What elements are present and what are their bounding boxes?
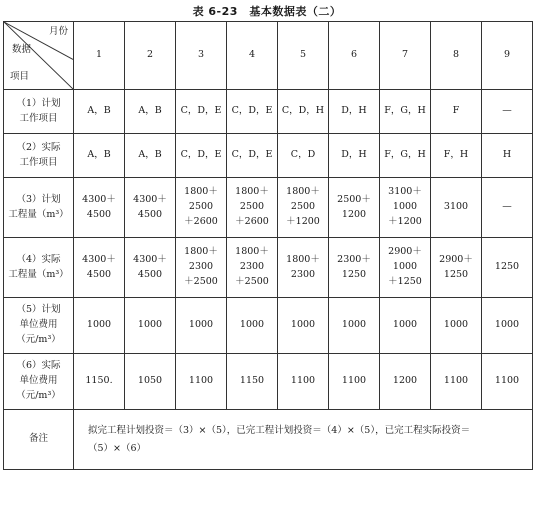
- data-cell-line: 1250: [443, 268, 469, 280]
- data-cell: [380, 298, 431, 354]
- note-row: [4, 410, 533, 470]
- data-cell-line: 4300＋: [133, 193, 167, 205]
- data-cell-line: C，D，H: [281, 105, 325, 117]
- data-cell-line: ＋2600: [184, 215, 218, 227]
- row-label-line: （元/m³）: [16, 389, 61, 401]
- data-cell-line: 1100: [290, 375, 316, 387]
- data-cell-line: 2500: [290, 201, 316, 213]
- data-cell-line: 1800＋: [286, 253, 320, 265]
- data-cell-line: 1100: [494, 375, 520, 387]
- data-cell: [431, 298, 482, 354]
- data-cell-line: 4300＋: [133, 253, 167, 265]
- data-cell-line: 2500＋: [337, 193, 371, 205]
- corner-month-label: 月份: [48, 26, 68, 37]
- data-cell-line: A，B: [87, 149, 111, 161]
- data-cell-line: A，B: [138, 105, 162, 117]
- data-cell: [176, 298, 227, 354]
- data-cell-line: 2900＋: [388, 246, 422, 258]
- table-title: 表 6-23 基本数据表（二）: [192, 5, 342, 18]
- table-row: [4, 298, 533, 354]
- data-cell: [176, 238, 227, 298]
- row-label-line: （元/m³）: [16, 333, 61, 345]
- data-cell: [74, 238, 125, 298]
- data-cell-line: C，D: [290, 149, 316, 161]
- data-cell-line: 2500: [239, 201, 265, 213]
- table-row: [4, 238, 533, 298]
- data-cell: [176, 134, 227, 178]
- row-label-line: 单位费用: [19, 319, 58, 331]
- data-cell: [380, 238, 431, 298]
- data-cell-line: 1000: [392, 319, 418, 331]
- row-label-line: 单位费用: [19, 375, 58, 387]
- data-cell-line: 2500: [188, 201, 214, 213]
- data-cell: [380, 178, 431, 238]
- data-cell: [329, 134, 380, 178]
- row-label-cell: [4, 134, 74, 178]
- month-header-cell: 7: [380, 22, 431, 90]
- data-cell: [482, 298, 533, 354]
- note-text-line: 拟完工程计划投资＝（3）×（5），已完工程计划投资＝（4）×（5），已完工程实际投资＝: [88, 425, 471, 437]
- data-cell: [74, 354, 125, 410]
- row-label-line: （1）计划: [16, 97, 61, 109]
- data-cell-line: 1000: [392, 201, 418, 213]
- data-cell-line: 1100: [443, 375, 469, 387]
- data-cell-line: 1800＋: [184, 186, 218, 198]
- data-cell-line: C，D，E: [180, 105, 222, 117]
- data-cell-line: 2300: [188, 261, 214, 273]
- data-cell: [278, 90, 329, 134]
- data-cell-line: D，H: [341, 149, 367, 161]
- data-cell-line: 1200: [392, 375, 418, 387]
- data-cell-line: 4500: [86, 268, 112, 280]
- note-text-line: （5）×（6）: [88, 442, 147, 454]
- row-label-cell: [4, 354, 74, 410]
- corner-item-label: 项目: [10, 71, 30, 83]
- data-cell-line: 1050: [137, 375, 163, 387]
- data-cell: [482, 354, 533, 410]
- data-cell: [125, 238, 176, 298]
- data-cell-line: 1150: [239, 375, 265, 387]
- table-row: [4, 354, 533, 410]
- data-cell-line: ＋1250: [388, 275, 422, 287]
- data-cell-line: 1200: [341, 208, 367, 220]
- data-cell: [278, 238, 329, 298]
- data-cell-line: 1800＋: [184, 246, 218, 258]
- row-label-line: （4）实际: [16, 253, 61, 265]
- data-cell-line: 3100: [443, 201, 469, 213]
- data-cell-line: 4500: [137, 208, 163, 220]
- data-cell: [329, 238, 380, 298]
- row-label-line: 工作项目: [19, 156, 58, 168]
- data-cell: [74, 90, 125, 134]
- data-cell-line: 1800＋: [235, 246, 269, 258]
- row-label-line: （6）实际: [16, 360, 61, 372]
- data-cell: [329, 298, 380, 354]
- data-cell-line: —: [502, 105, 512, 117]
- row-label-cell: [4, 298, 74, 354]
- data-cell: [227, 178, 278, 238]
- data-cell-line: C，D，E: [180, 149, 222, 161]
- data-cell: [431, 134, 482, 178]
- month-header-cell: 3: [176, 22, 227, 90]
- data-cell-line: D，H: [341, 105, 367, 117]
- basic-data-table: [3, 21, 533, 470]
- data-cell-line: ＋1200: [388, 215, 422, 227]
- data-cell: [278, 354, 329, 410]
- data-cell: [74, 134, 125, 178]
- row-label-line: （5）计划: [16, 304, 61, 316]
- data-cell: [125, 90, 176, 134]
- data-cell: [227, 134, 278, 178]
- data-cell: [482, 238, 533, 298]
- data-cell-line: 4500: [137, 268, 163, 280]
- data-cell-line: 1250: [494, 261, 520, 273]
- note-label-cell: 备注: [4, 410, 74, 470]
- row-label-line: （2）实际: [16, 141, 61, 153]
- data-cell: [176, 178, 227, 238]
- data-cell-line: 2900＋: [439, 253, 473, 265]
- data-cell-line: 1000: [239, 319, 265, 331]
- row-label-line: 工程量（m³）: [8, 268, 69, 280]
- data-cell-line: 1250: [341, 268, 367, 280]
- table-row: [4, 134, 533, 178]
- data-cell-line: 1000: [137, 319, 163, 331]
- data-cell: [227, 298, 278, 354]
- data-cell: [278, 134, 329, 178]
- data-cell-line: ＋2600: [235, 215, 269, 227]
- data-cell: [176, 354, 227, 410]
- corner-data-label: 数据: [12, 44, 32, 55]
- data-cell: [329, 354, 380, 410]
- data-cell-line: A，B: [87, 105, 111, 117]
- table-row: [4, 178, 533, 238]
- data-cell: [227, 238, 278, 298]
- data-cell-line: C，D，E: [231, 149, 273, 161]
- data-cell-line: H: [502, 149, 512, 161]
- data-cell: [431, 238, 482, 298]
- data-cell-line: ＋1200: [286, 215, 320, 227]
- data-cell: [431, 178, 482, 238]
- data-cell: [125, 298, 176, 354]
- month-header-cell: 9: [482, 22, 533, 90]
- data-cell-line: 1100: [188, 375, 214, 387]
- data-cell-line: 1000: [392, 261, 418, 273]
- data-cell: [482, 90, 533, 134]
- data-cell: [125, 354, 176, 410]
- data-cell: [125, 178, 176, 238]
- month-header-cell: 8: [431, 22, 482, 90]
- data-cell-line: F，G，H: [384, 105, 426, 117]
- data-cell-line: 1000: [341, 319, 367, 331]
- data-cell: [278, 298, 329, 354]
- data-cell: [227, 354, 278, 410]
- row-label-cell: [4, 178, 74, 238]
- data-cell-line: 2300＋: [337, 253, 371, 265]
- data-cell-line: 1000: [86, 319, 112, 331]
- data-cell: [380, 90, 431, 134]
- data-cell-line: 1150.: [85, 375, 113, 387]
- data-cell-line: —: [502, 201, 512, 213]
- data-cell-line: 1000: [443, 319, 469, 331]
- data-cell: [380, 354, 431, 410]
- data-cell: [176, 90, 227, 134]
- data-cell-line: 2300: [239, 261, 265, 273]
- data-cell-line: 2300: [290, 268, 316, 280]
- data-cell-line: F: [452, 105, 460, 117]
- month-header-cell: 1: [74, 22, 125, 90]
- data-cell: [74, 178, 125, 238]
- row-label-cell: [4, 238, 74, 298]
- data-cell-line: A，B: [138, 149, 162, 161]
- data-cell: [227, 90, 278, 134]
- month-header-cell: 2: [125, 22, 176, 90]
- data-cell: [431, 354, 482, 410]
- data-cell: [74, 298, 125, 354]
- data-cell-line: 1800＋: [286, 186, 320, 198]
- data-cell: [329, 178, 380, 238]
- data-cell-line: C，D，E: [231, 105, 273, 117]
- corner-header-cell: [4, 22, 74, 90]
- data-cell-line: ＋2500: [235, 275, 269, 287]
- row-label-line: （3）计划: [16, 193, 61, 205]
- table-row: [4, 90, 533, 134]
- data-cell-line: 1100: [341, 375, 367, 387]
- month-header-cell: 4: [227, 22, 278, 90]
- data-cell: [482, 178, 533, 238]
- data-cell: [380, 134, 431, 178]
- data-cell: [278, 178, 329, 238]
- data-cell-line: 1000: [188, 319, 214, 331]
- month-header-cell: 5: [278, 22, 329, 90]
- row-label-line: 工程量（m³）: [8, 208, 69, 220]
- data-cell-line: 1000: [494, 319, 520, 331]
- data-cell-line: 3100＋: [388, 186, 422, 198]
- data-cell-line: 4500: [86, 208, 112, 220]
- data-cell-line: 1000: [290, 319, 316, 331]
- month-header-cell: 6: [329, 22, 380, 90]
- data-cell-line: 4300＋: [82, 193, 116, 205]
- data-cell-line: F，G，H: [384, 149, 426, 161]
- note-text-cell: [74, 410, 533, 470]
- row-label-cell: [4, 90, 74, 134]
- data-cell: [125, 134, 176, 178]
- data-cell: [482, 134, 533, 178]
- data-cell: [329, 90, 380, 134]
- data-cell-line: ＋2500: [184, 275, 218, 287]
- data-cell-line: 4300＋: [82, 253, 116, 265]
- row-label-line: 工作项目: [19, 112, 58, 124]
- data-cell-line: F，H: [443, 149, 469, 161]
- data-cell-line: 1800＋: [235, 186, 269, 198]
- data-cell: [431, 90, 482, 134]
